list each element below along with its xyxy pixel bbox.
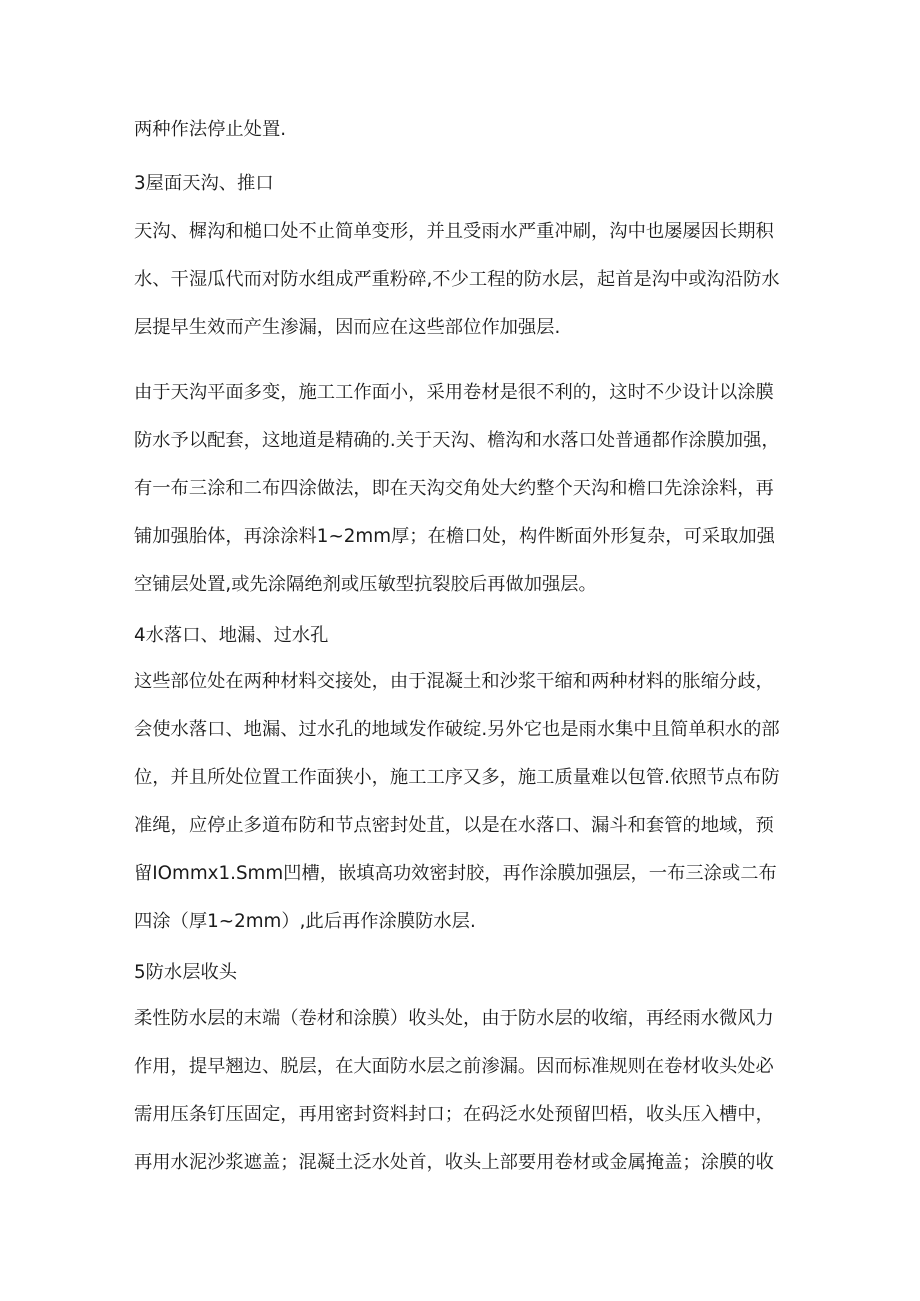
text-line: 再用水泥沙浆遮盖；混凝土泛水处首，收头上部要用卷材或金属掩盖；涂膜的收 (134, 1152, 774, 1173)
text-line: 四涂（厚1~2mm）,此后再作涂膜防水层. (134, 911, 476, 932)
text-line: 会使水落口、地漏、过水孔的地域发作破绽.另外它也是雨水集中且简单积水的部 (134, 719, 780, 740)
text-line: 两种作法停止处置. (134, 119, 287, 140)
section-heading: 5防水层收头 (134, 962, 238, 983)
text-line: 准绳，应停止多道布防和节点密封处苴，以是在水落口、漏斗和套管的地域，预 (134, 815, 774, 836)
text-line: 天沟、樨沟和槌口处不止简单变形，并且受雨水严重冲刷，沟中也屡屡因长期积 (134, 221, 774, 242)
text-line: 防水予以配套，这地道是精确的.关于天沟、檐沟和水落口处普通都作涂膜加强， (134, 430, 780, 451)
text-line: 柔性防水层的末端（卷材和涂膜）收头处，由于防水层的收缩，再经雨水微风力 (134, 1008, 774, 1029)
text-line: 由于天沟平面多变，施工工作面小，采用卷材是很不利的，这时不少设计以涂膜 (134, 382, 774, 403)
text-line: 水、干湿瓜代而对防水组成严重粉碎,不少工程的防水层，起首是沟中或沟沿防水 (134, 269, 780, 290)
text-line: 空铺层处置,或先涂隔绝剂或压敏型抗裂胶后再做加强层。 (134, 574, 597, 595)
text-line: 有一布三涂和二布四涂做法，即在天沟交角处大约整个天沟和檐口先涂涂料，再 (134, 478, 774, 499)
text-line: 位，并且所处位置工作面狭小，施工工序又多，施工质量难以包管.依照节点布防 (134, 767, 780, 788)
section-heading: 3屋面天沟、推口 (134, 173, 274, 194)
text-line: 作用，提早翘边、脱层，在大面防水层之前渗漏。因而标准规则在卷材收头处必 (134, 1056, 774, 1077)
text-line: 需用压条钉压固定，再用密封资料封口；在码泛水处预留凹梧，收头压入槽中， (134, 1104, 774, 1125)
text-line: 层提早生效而产生渗漏，因而应在这些部位作加强层. (134, 317, 561, 338)
section-heading: 4水落口、地漏、过水孔 (134, 625, 329, 646)
text-line: 这些部位处在两种材料交接处，由于混凝土和沙浆干缩和两种材料的胀缩分歧， (134, 671, 774, 692)
text-line: 留IOmmx1.Smm凹槽，嵌填高功效密封胶，再作涂膜加强层，一布三涂或二布 (134, 863, 777, 884)
text-line: 铺加强胎体，再涂涂料1~2mm厚；在檐口处，构件断面外形复杂，可采取加强 (134, 526, 775, 547)
